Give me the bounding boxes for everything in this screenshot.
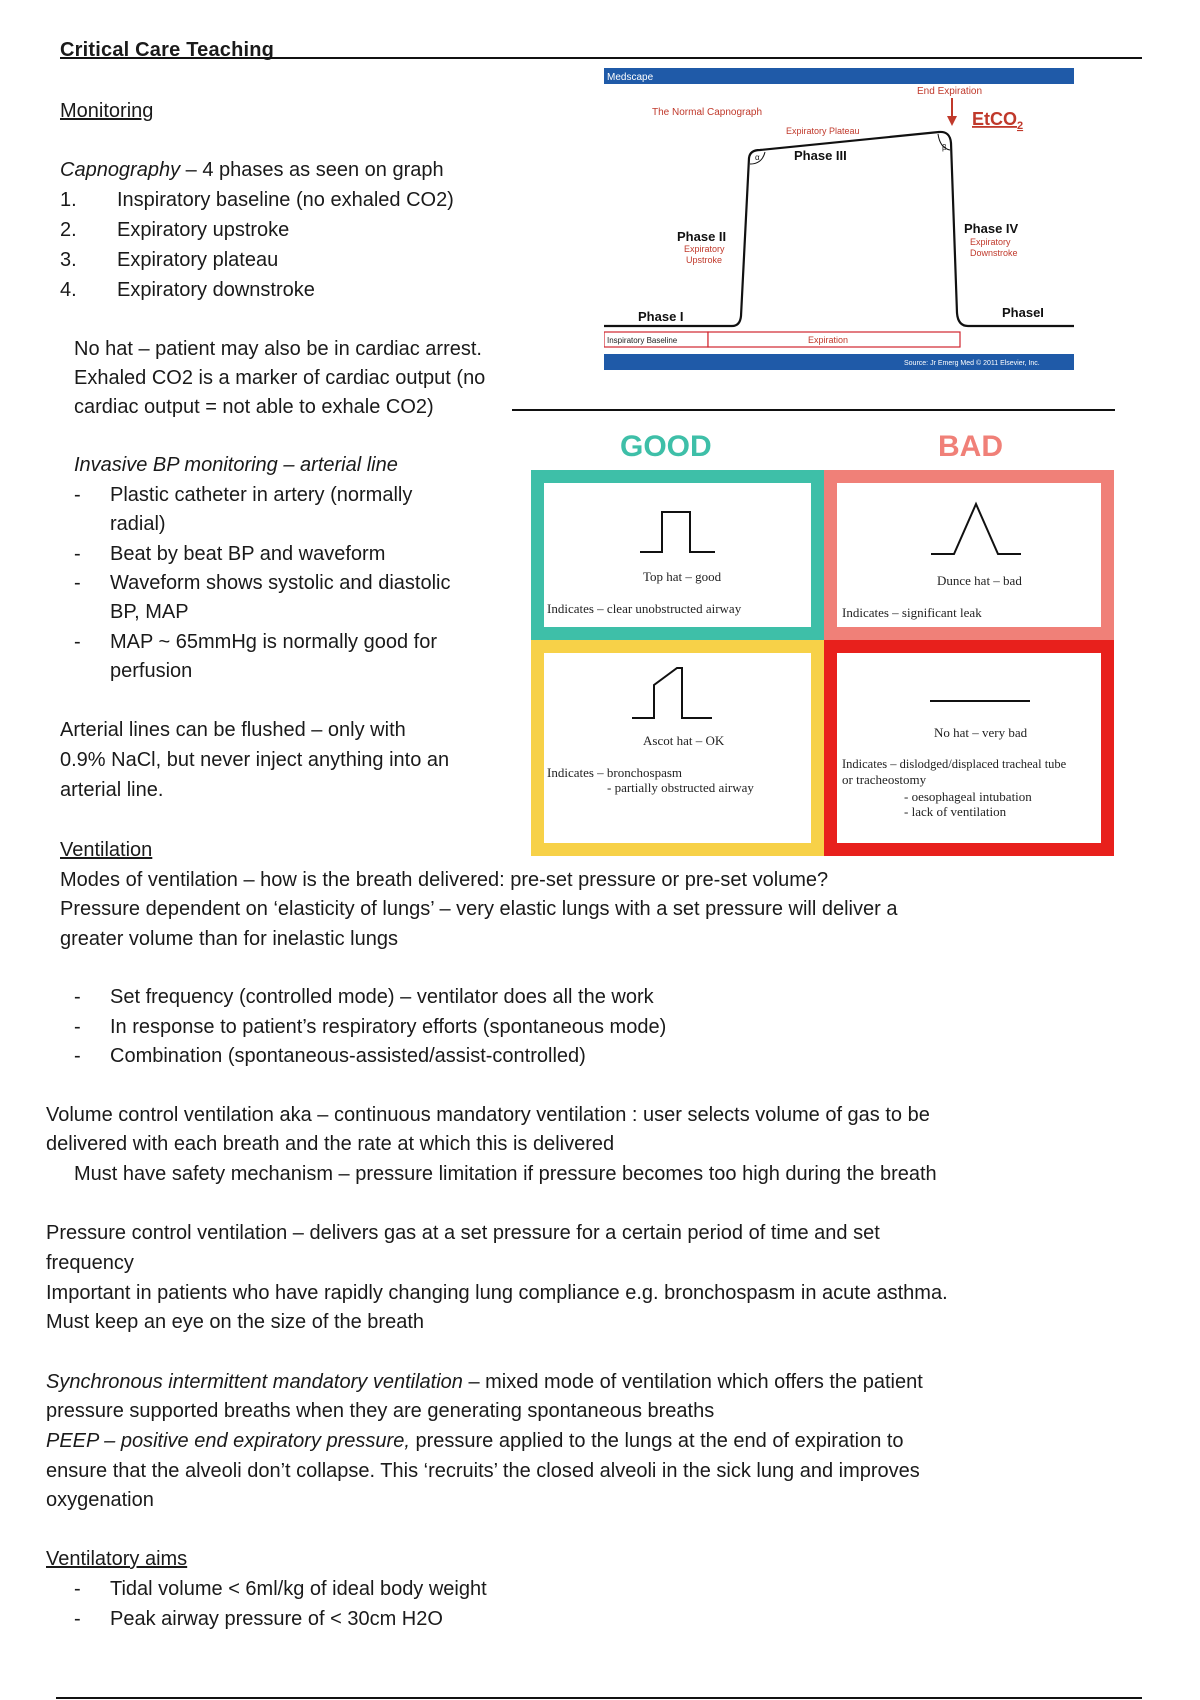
peep-desc: pressure applied to the lungs at the end of expiration to (409, 1430, 904, 1452)
ascot-hat-caption: Ascot hat – OK (643, 733, 725, 748)
no-hat-caption: No hat – very bad (934, 725, 1028, 740)
aims-heading: Ventilatory aims (46, 1548, 188, 1570)
no-hat-indicates-2: or tracheostomy (842, 772, 927, 787)
bullet-dash: - (74, 986, 81, 1008)
pcv-line: Important in patients who have rapidly changing lung compliance e.g. bronchospasm in acute asthma. (46, 1282, 948, 1304)
capnography-intro (60, 156, 444, 185)
ventilation-heading: Ventilation (60, 839, 153, 861)
flush-line: 0.9% NaCl, but never inject anything into an (60, 749, 450, 771)
bullet-dash: - (74, 543, 81, 565)
end-expiration-arrow-head (947, 116, 957, 126)
simv-line-2: pressure supported breaths when they are generating spontaneous breaths (46, 1400, 715, 1422)
ventilation-bullet: Combination (spontaneous-assisted/assist-controlled) (110, 1045, 586, 1067)
no-hat-indicates-3: - oesophageal intubation (904, 789, 1032, 804)
baseline-label: Inspiratory Baseline (607, 336, 678, 345)
phase-item: Expiratory plateau (117, 249, 279, 271)
bullet-dash: - (74, 1578, 81, 1600)
arterial-bullet: BP, MAP (110, 601, 189, 623)
no-hat-line: Exhaled CO2 is a marker of cardiac output (no (74, 367, 486, 389)
vcv-line: Must have safety mechanism – pressure limitation if pressure becomes too high during the breath (74, 1163, 937, 1185)
bullet-dash: - (74, 631, 81, 653)
modes-line: Pressure dependent on ‘elasticity of lungs’ – very elastic lungs with a set pressure will deliver a (60, 898, 898, 920)
capnography-intro-italic: Capnography (60, 159, 181, 181)
phase-2-sub1: Expiratory (684, 244, 725, 254)
end-expiration-label: End Expiration (917, 86, 983, 97)
arterial-bullet: Plastic catheter in artery (normally (110, 484, 413, 506)
ascot-hat-indicates-2: - partially obstructed airway (607, 780, 754, 795)
bullet-dash: - (74, 1016, 81, 1038)
bullet-dash: - (74, 572, 81, 594)
ventilation-bullet: Set frequency (controlled mode) – ventilator does all the work (110, 986, 654, 1008)
phase-4-sub2: Downstroke (970, 248, 1018, 258)
no-hat-line: No hat – patient may also be in cardiac arrest. (74, 338, 482, 360)
arterial-bullet: radial) (110, 513, 166, 535)
top-hat-waveform (640, 507, 715, 559)
ascot-hat-indicates-1: Indicates – bronchospasm (547, 765, 683, 780)
no-hat-indicates-4: - lack of ventilation (904, 804, 1007, 819)
vcv-line: delivered with each breath and the rate at which this is delivered (46, 1133, 615, 1155)
brand-label: Medscape (607, 72, 654, 83)
ventilation-bullet: In response to patient’s respiratory efforts (spontaneous mode) (110, 1016, 667, 1038)
peep-line-3: oxygenation (46, 1489, 154, 1511)
peep-line (46, 1427, 904, 1456)
phase-number: 1. (60, 189, 77, 211)
phase-number: 3. (60, 249, 77, 271)
phase-item: Inspiratory baseline (no exhaled CO2) (117, 189, 454, 211)
bullet-dash: - (74, 484, 81, 506)
top-hat-caption: Top hat – good (643, 569, 722, 584)
expiration-label: Expiration (808, 335, 849, 345)
pcv-line: Pressure control ventilation – delivers gas at a set pressure for a certain period of time and set (46, 1222, 880, 1244)
dunce-hat-caption: Dunce hat – bad (937, 573, 1022, 588)
pcv-line: Must keep an eye on the size of the breath (46, 1311, 425, 1333)
no-hat-quadrant (824, 640, 1114, 856)
arterial-bullet: perfusion (110, 660, 193, 682)
phase-2-sub2: Upstroke (686, 255, 723, 265)
arterial-heading: Invasive BP monitoring – arterial line (74, 454, 398, 476)
arterial-bullet: Beat by beat BP and waveform (110, 543, 386, 565)
simv-line (46, 1368, 923, 1397)
source-label: Source: Jr Emerg Med © 2011 Elsevier, Inc. (904, 360, 1040, 367)
no-hat-line: cardiac output = not able to exhale CO2) (74, 396, 434, 418)
simv-term: Synchronous intermittent mandatory ventilation (46, 1371, 463, 1393)
pcv-line: frequency (46, 1252, 134, 1274)
title-rule (60, 57, 1142, 59)
dunce-hat-waveform (931, 501, 1021, 559)
phase-number: 2. (60, 219, 77, 241)
capnograph-figure (604, 68, 1074, 373)
good-heading: GOOD (620, 430, 712, 463)
aim-item: Peak airway pressure of < 30cm H2O (110, 1608, 443, 1630)
phase-1-left-label: Phase I (638, 309, 684, 324)
page-title: Critical Care Teaching (60, 39, 275, 61)
ascot-hat-waveform (632, 665, 712, 723)
peep-line-2: ensure that the alveoli don’t collapse. This ‘recruits’ the closed alveoli in the sick lung and improves (46, 1460, 920, 1482)
no-hat-indicates-1: Indicates – dislodged/displaced tracheal tube (842, 757, 1067, 771)
aim-item: Tidal volume < 6ml/kg of ideal body weight (110, 1578, 487, 1600)
figure-top-bar (604, 68, 1074, 84)
arterial-bullet: Waveform shows systolic and diastolic (110, 572, 451, 594)
modes-line: greater volume than for inelastic lungs (60, 928, 398, 950)
etco2-sub: 2 (1017, 120, 1024, 132)
capnograph-title: The Normal Capnograph (652, 107, 763, 118)
phase-4-sub1: Expiratory (970, 237, 1011, 247)
etco2-main: EtCO (972, 109, 1017, 129)
flush-line: Arterial lines can be flushed – only with (60, 719, 406, 741)
no-hat-waveform (930, 699, 1030, 703)
phase-2-label: Phase II (677, 229, 727, 244)
footer-rule (56, 1697, 1142, 1699)
arterial-bullet: MAP ~ 65mmHg is normally good for (110, 631, 437, 653)
peep-term: PEEP – positive end expiratory pressure, (46, 1430, 410, 1452)
modes-line: Modes of ventilation – how is the breath delivered: pre-set pressure or pre-set volume? (60, 869, 829, 891)
ascot-hat-quadrant (531, 640, 824, 856)
top-hat-indicates: Indicates – clear unobstructed airway (547, 601, 742, 616)
flush-line: arterial line. (60, 779, 164, 801)
vcv-line: Volume control ventilation aka – continuous mandatory ventilation : user selects volume of gas to be (46, 1104, 930, 1126)
simv-desc: – mixed mode of ventilation which offers the patient (462, 1371, 923, 1393)
bad-heading: BAD (938, 430, 1003, 463)
beta-label: β (942, 143, 947, 152)
dunce-hat-quadrant (824, 470, 1114, 640)
top-hat-quadrant (531, 470, 824, 640)
phase-number: 4. (60, 279, 77, 301)
phase-1-right-label: PhaseI (1002, 305, 1044, 320)
alpha-label: α (755, 153, 760, 162)
dunce-hat-indicates: Indicates – significant leak (842, 605, 982, 620)
phase-item: Expiratory downstroke (117, 279, 315, 301)
etco2-label (972, 109, 1023, 132)
section-rule (512, 409, 1115, 411)
phase-4-label: Phase IV (964, 221, 1019, 236)
plateau-label: Expiratory Plateau (786, 126, 860, 136)
phase-3-label: Phase III (794, 148, 847, 163)
capnography-intro-rest: – 4 phases as seen on graph (180, 159, 444, 181)
bullet-dash: - (74, 1045, 81, 1067)
monitoring-heading: Monitoring (60, 100, 154, 122)
phase-item: Expiratory upstroke (117, 219, 290, 241)
bullet-dash: - (74, 1608, 81, 1630)
